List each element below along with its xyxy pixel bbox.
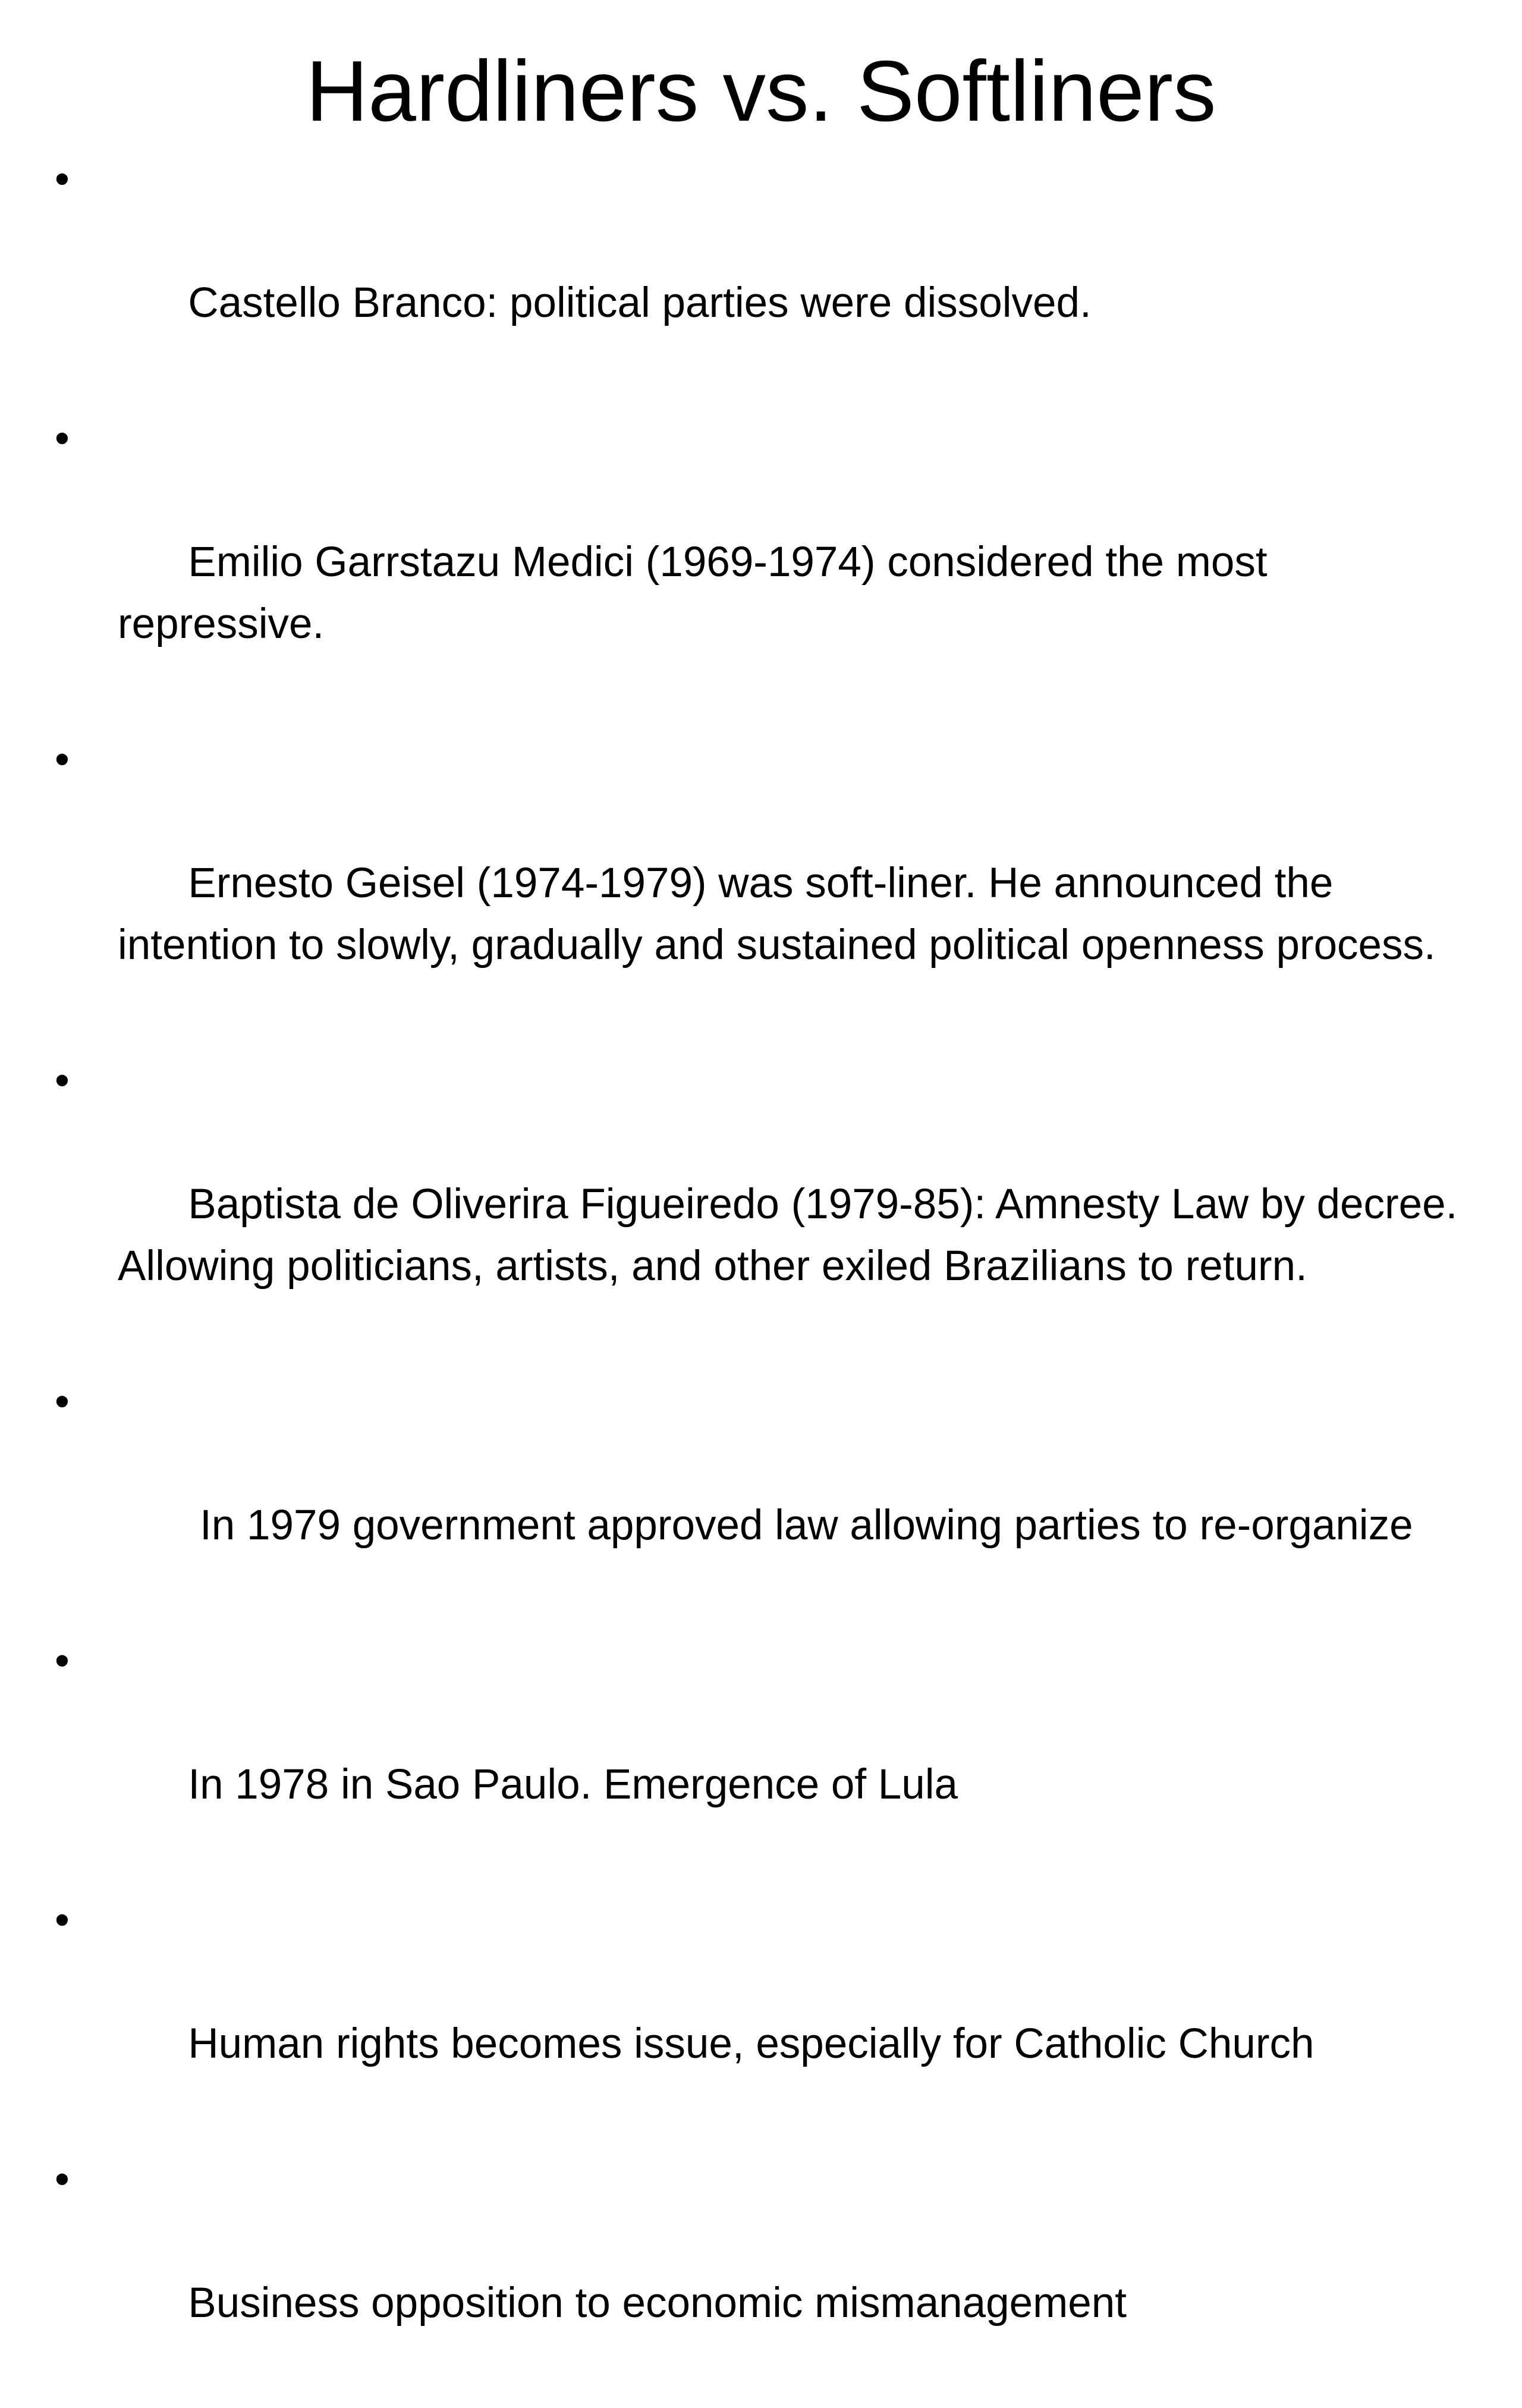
bullet-item bbox=[54, 1890, 1468, 2137]
bullet-item bbox=[54, 1371, 1468, 1618]
bullet-item bbox=[54, 1630, 1468, 1878]
bullet-icon: • bbox=[55, 2156, 70, 2203]
slide-title: Hardliners vs. Softliners bbox=[306, 43, 1216, 139]
bullet-text: Human rights becomes issue, especially for Catholic Church bbox=[188, 2020, 1315, 2067]
bullet-icon: • bbox=[55, 156, 70, 203]
bullet-item bbox=[54, 149, 1468, 396]
bullet-item bbox=[54, 729, 1468, 1038]
bullet-item bbox=[54, 408, 1468, 717]
bullet-icon: • bbox=[55, 736, 70, 783]
bullet-icon: • bbox=[55, 415, 70, 462]
bullet-icon: • bbox=[55, 1057, 70, 1104]
bullet-text: In 1978 in Sao Paulo. Emergence of Lula bbox=[188, 1761, 958, 1808]
bullet-list bbox=[54, 149, 1468, 2408]
bullet-icon: • bbox=[55, 1897, 70, 1944]
bullet-item bbox=[54, 1050, 1468, 1359]
bullet-text: Castello Branco: political parties were dissolved. bbox=[188, 279, 1092, 326]
bullet-text: Ernesto Geisel (1974-1979) was soft-liner. He announced the intention to slowly, gradually and sustained political openness process. bbox=[118, 860, 1436, 969]
bullet-text: In 1979 government approved law allowing parties to re-organize bbox=[188, 1502, 1413, 1549]
bullet-icon: • bbox=[55, 1378, 70, 1425]
bullet-item bbox=[54, 2149, 1468, 2396]
bullet-icon: • bbox=[55, 1637, 70, 1684]
bullet-text: Emilio Garrstazu Medici (1969-1974) considered the most repressive. bbox=[118, 539, 1279, 647]
bullet-text: Business opposition to economic mismanagement bbox=[188, 2280, 1127, 2327]
bullet-text: Baptista de Oliverira Figueiredo (1979-85): Amnesty Law by decree. Allowing politicians, artists, and other exiled Brazilians to return. bbox=[118, 1181, 1467, 1290]
